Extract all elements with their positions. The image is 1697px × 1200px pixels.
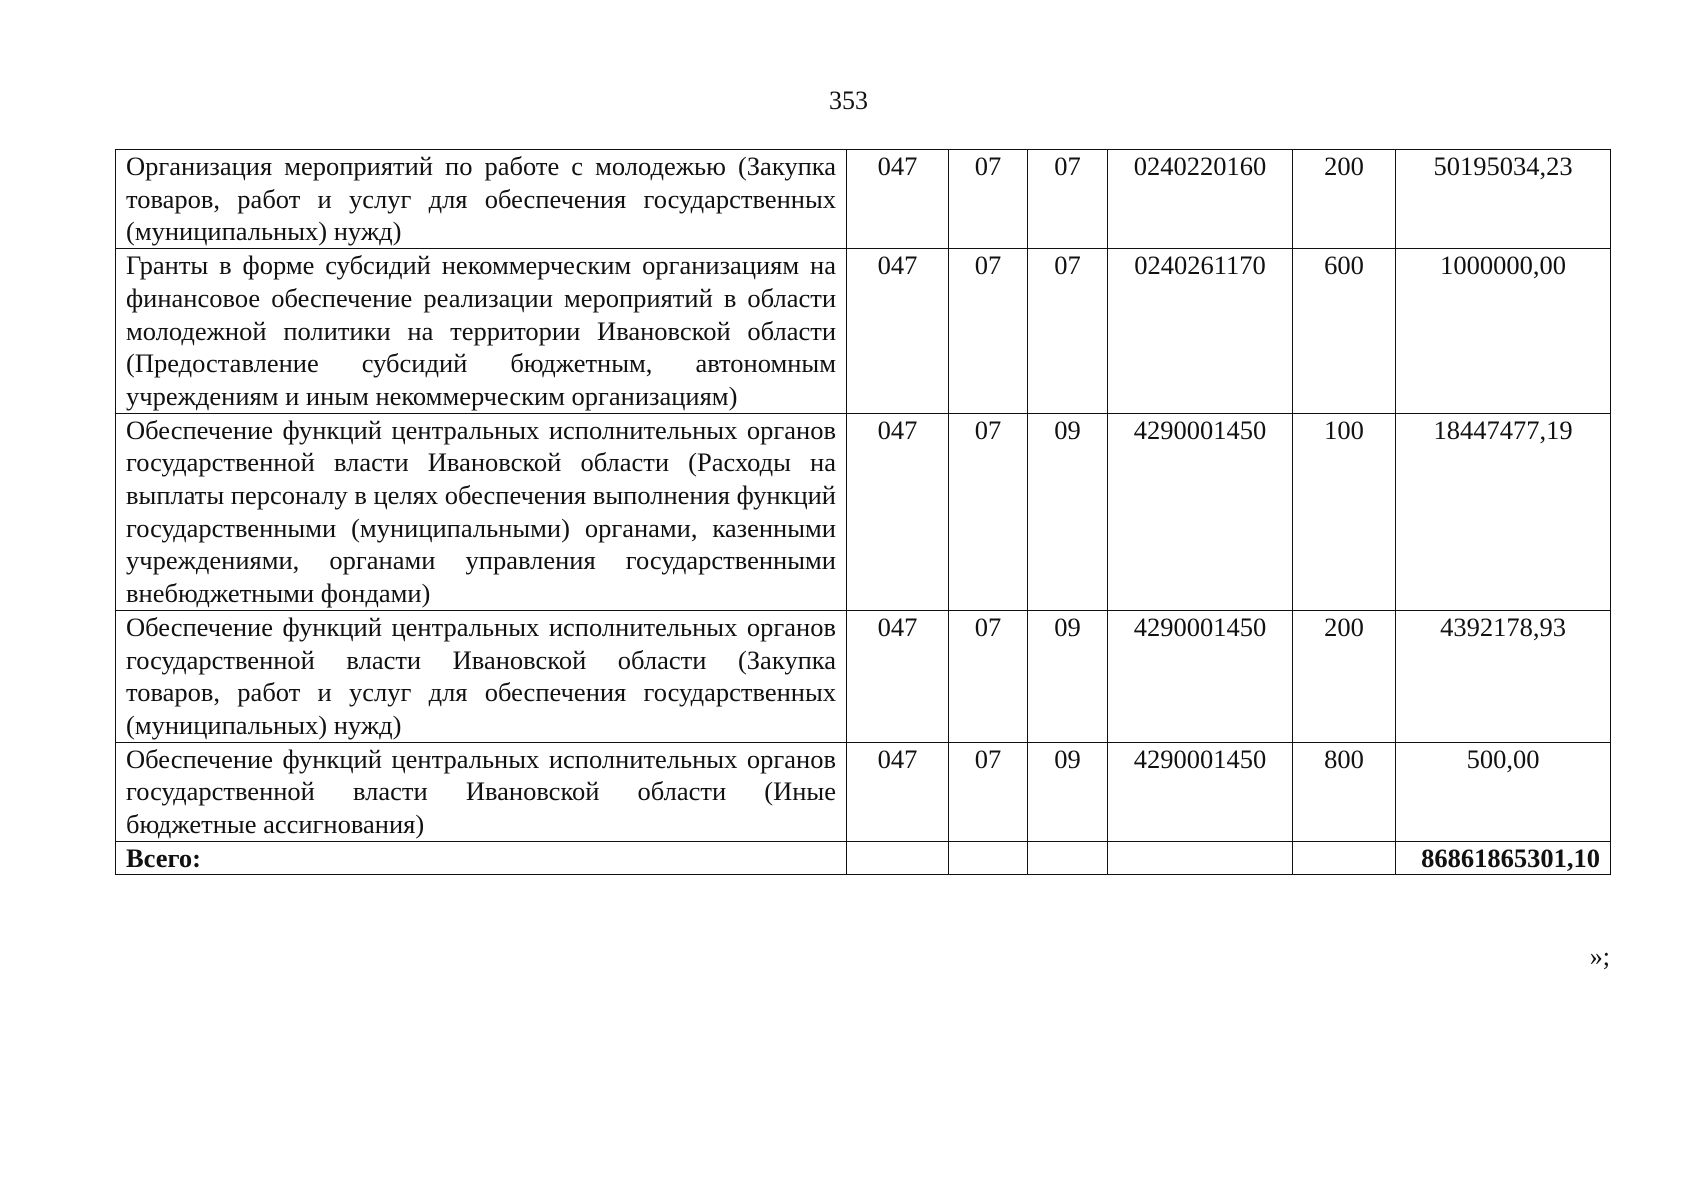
- empty-cell: [847, 841, 949, 874]
- subsection-code-cell: 09: [1028, 413, 1108, 610]
- table-row: [116, 249, 1611, 414]
- page-number: 353: [829, 86, 868, 115]
- target-code-cell: 4290001450: [1108, 610, 1293, 742]
- amount-cell: 1000000,00: [1396, 249, 1611, 414]
- ministry-code-cell: 047: [847, 249, 949, 414]
- expense-type-cell: 100: [1293, 413, 1396, 610]
- section-code-cell: 07: [949, 150, 1028, 249]
- table-row: [116, 150, 1611, 249]
- subsection-code-cell: 07: [1028, 150, 1108, 249]
- expense-type-cell: 600: [1293, 249, 1396, 414]
- table-row: [116, 742, 1611, 841]
- expense-type-cell: 800: [1293, 742, 1396, 841]
- empty-cell: [1028, 841, 1108, 874]
- subsection-code-cell: 09: [1028, 610, 1108, 742]
- ministry-code-cell: 047: [847, 610, 949, 742]
- amount-cell: 4392178,93: [1396, 610, 1611, 742]
- target-code-cell: 0240261170: [1108, 249, 1293, 414]
- total-row: [116, 841, 1611, 874]
- section-code-cell: 07: [949, 742, 1028, 841]
- row-name-cell: Обеспечение функций центральных исполнительных органов государственной власти Ивановской области (Закупка товаров, работ и услуг для обеспечения государственных (муниципальных) нужд): [116, 610, 847, 742]
- total-amount: 86861865301,10: [1396, 841, 1611, 874]
- ministry-code-cell: 047: [847, 742, 949, 841]
- ministry-code-cell: 047: [847, 413, 949, 610]
- target-code-cell: 0240220160: [1108, 150, 1293, 249]
- target-code-cell: 4290001450: [1108, 742, 1293, 841]
- budget-table: [115, 149, 1611, 875]
- row-name-cell: Обеспечение функций центральных исполнительных органов государственной власти Ивановской области (Расходы на выплаты персоналу в целях обеспечения выполнения функций государственными (муниципальными) органами, казенными учреждениями, органами управления государственными внебюджетными фондами): [116, 413, 847, 610]
- expense-type-cell: 200: [1293, 610, 1396, 742]
- empty-cell: [949, 841, 1028, 874]
- row-name-cell: Гранты в форме субсидий некоммерческим организациям на финансовое обеспечение реализации мероприятий в области молодежной политики на территории Ивановской области (Предоставление субсидий бюджетным, автономным учреждениям и иным некоммерческим организациям): [116, 249, 847, 414]
- expense-type-cell: 200: [1293, 150, 1396, 249]
- amount-cell: 18447477,19: [1396, 413, 1611, 610]
- section-code-cell: 07: [949, 413, 1028, 610]
- table-row: [116, 413, 1611, 610]
- amount-cell: 500,00: [1396, 742, 1611, 841]
- target-code-cell: 4290001450: [1108, 413, 1293, 610]
- closing-quote-mark: »;: [1589, 942, 1610, 971]
- empty-cell: [1108, 841, 1293, 874]
- ministry-code-cell: 047: [847, 150, 949, 249]
- amount-cell: 50195034,23: [1396, 150, 1611, 249]
- section-code-cell: 07: [949, 610, 1028, 742]
- table-row: [116, 610, 1611, 742]
- empty-cell: [1293, 841, 1396, 874]
- section-code-cell: 07: [949, 249, 1028, 414]
- row-name-cell: Организация мероприятий по работе с молодежью (Закупка товаров, работ и услуг для обеспечения государственных (муниципальных) нужд): [116, 150, 847, 249]
- total-label: Всего:: [116, 841, 847, 874]
- subsection-code-cell: 09: [1028, 742, 1108, 841]
- subsection-code-cell: 07: [1028, 249, 1108, 414]
- row-name-cell: Обеспечение функций центральных исполнительных органов государственной власти Ивановской области (Иные бюджетные ассигнования): [116, 742, 847, 841]
